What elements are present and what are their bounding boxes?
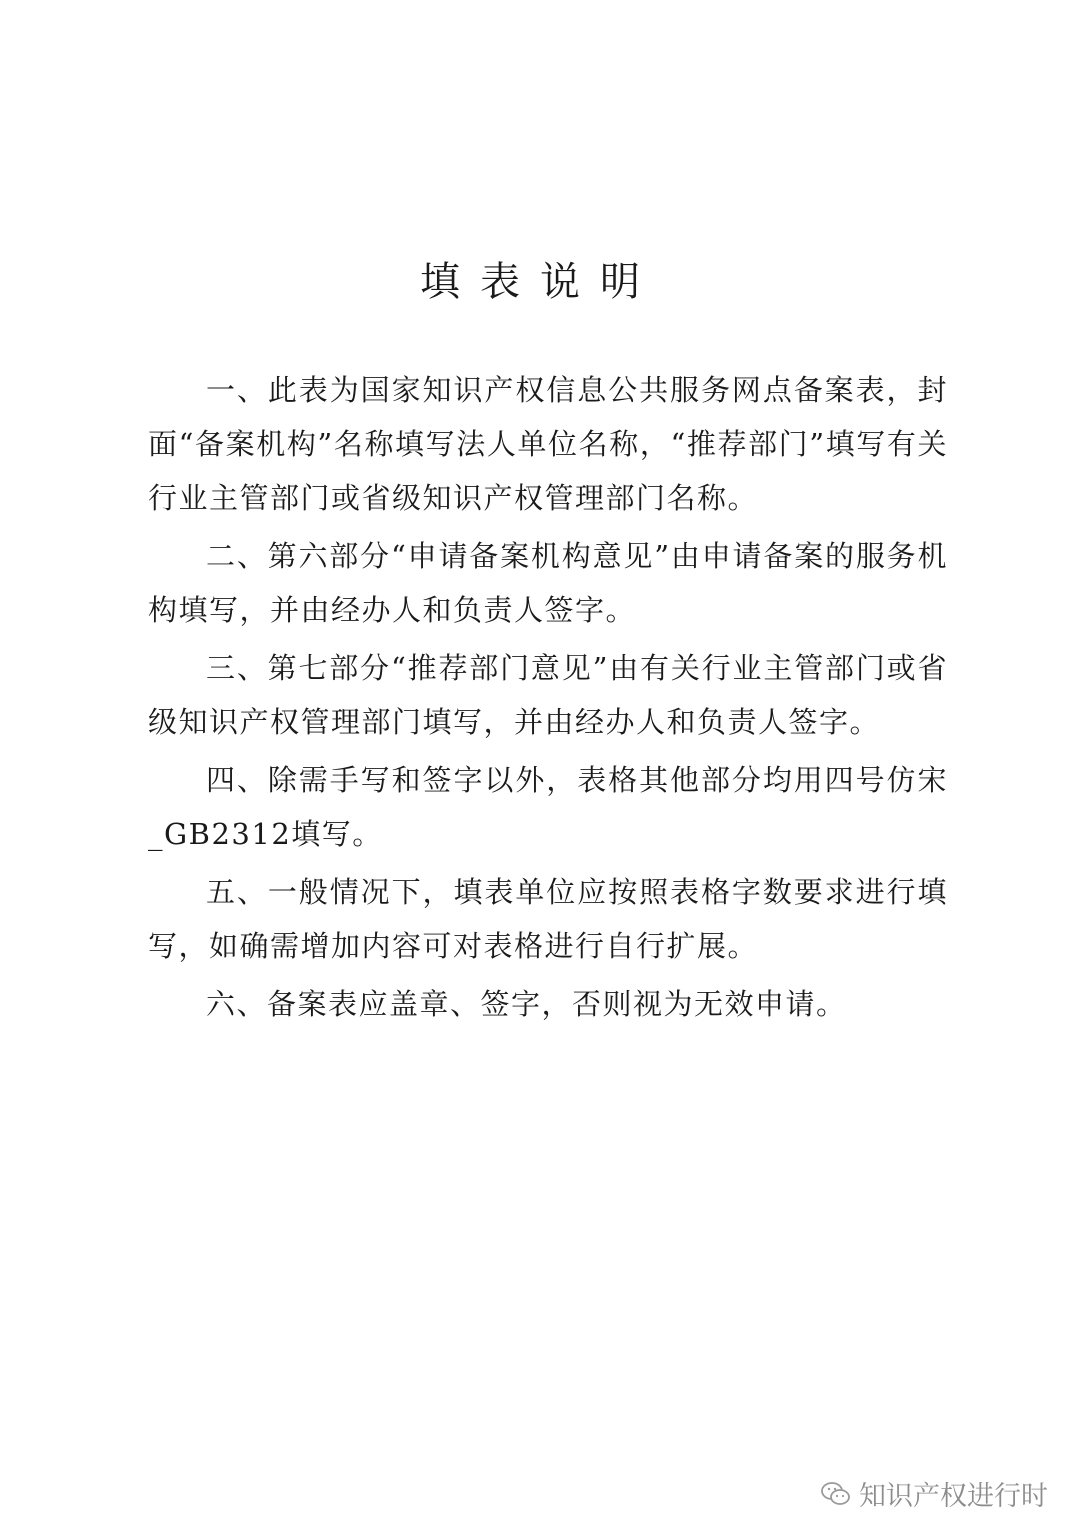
instruction-item-5: 五、一般情况下，填表单位应按照表格字数要求进行填写，如确需增加内容可对表格进行自行扩展。 bbox=[148, 875, 948, 963]
instruction-item-6: 六、备案表应盖章、签字，否则视为无效申请。 bbox=[206, 987, 847, 1021]
instructions-body bbox=[148, 363, 948, 1035]
instruction-item-4: 四、除需手写和签字以外，表格其他部分均用四号仿宋_GB2312填写。 bbox=[148, 763, 948, 851]
instruction-item-3: 三、第七部分“推荐部门意见”由有关行业主管部门或省级知识产权管理部门填写，并由经办人和负责人签字。 bbox=[148, 651, 948, 739]
wechat-icon bbox=[821, 1481, 851, 1507]
watermark-text: 知识产权进行时 bbox=[859, 1481, 1048, 1512]
page-title: 填表说明 bbox=[420, 259, 660, 305]
instruction-item-1: 一、此表为国家知识产权信息公共服务网点备案表，封面“备案机构”名称填写法人单位名称，“推荐部门”填写有关行业主管部门或省级知识产权管理部门名称。 bbox=[148, 373, 948, 515]
watermark bbox=[821, 1474, 1048, 1513]
instruction-item-2: 二、第六部分“申请备案机构意见”由申请备案的服务机构填写，并由经办人和负责人签字。 bbox=[148, 539, 948, 627]
